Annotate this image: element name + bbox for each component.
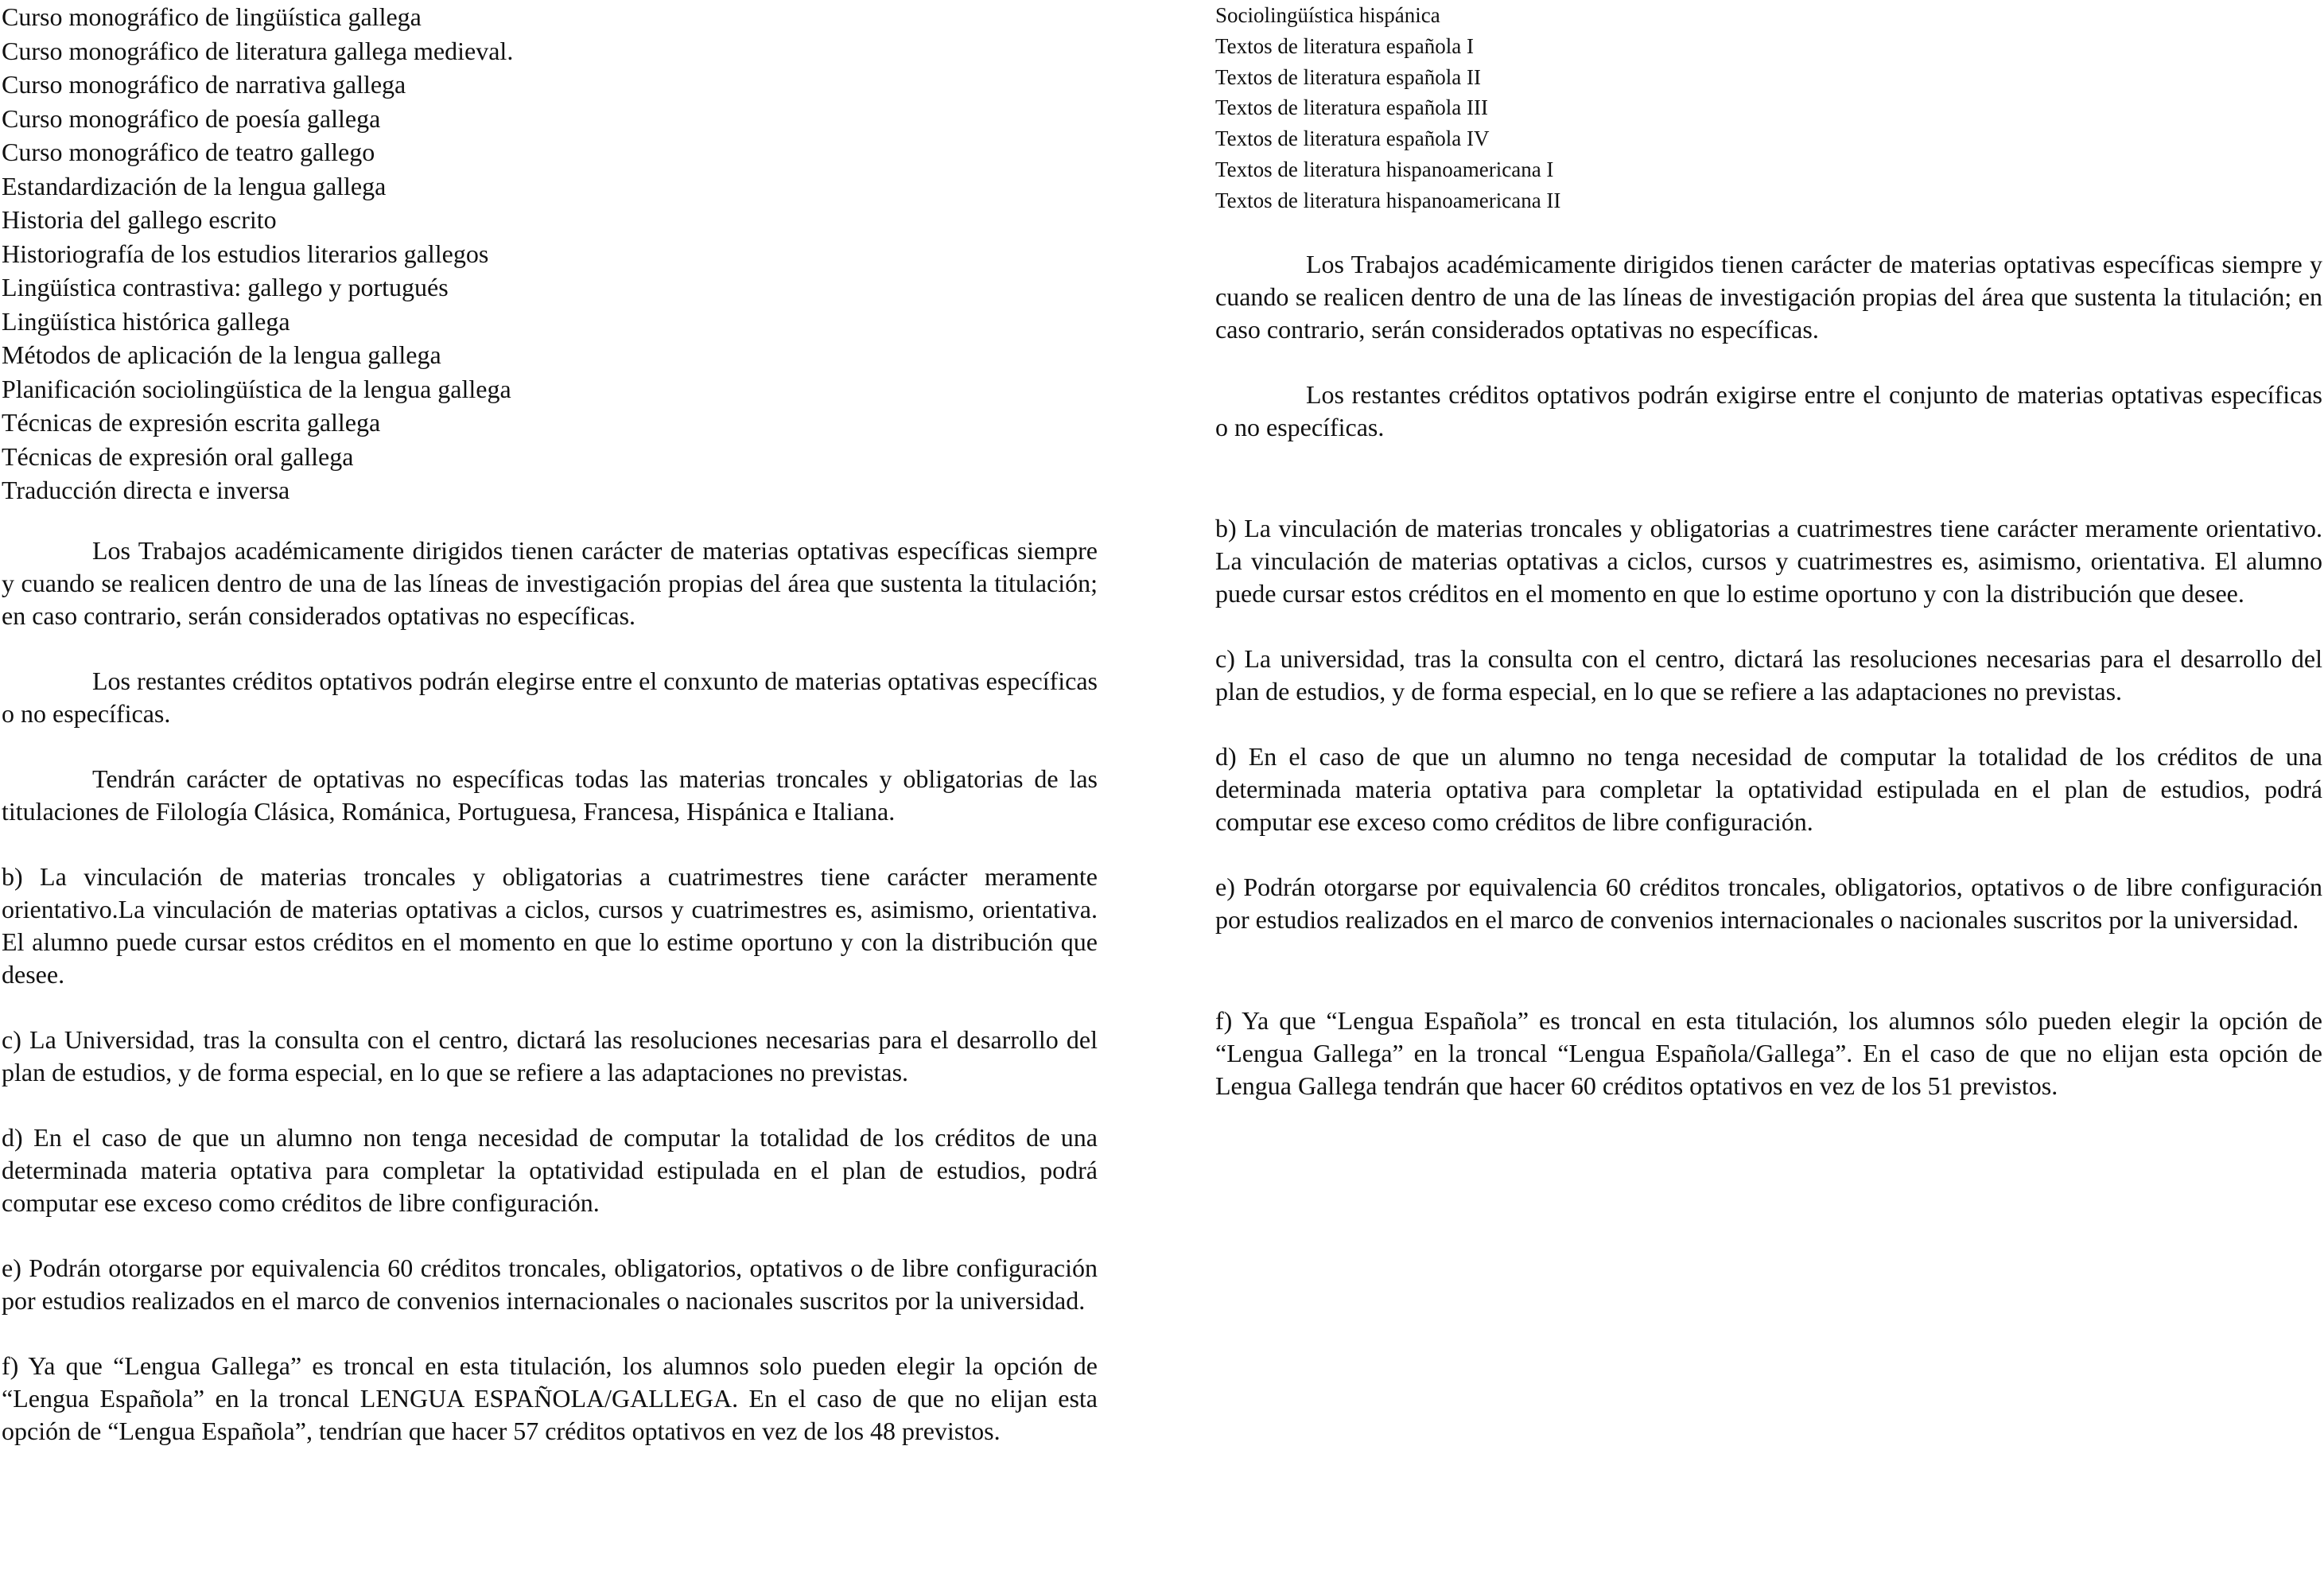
paragraph-trabajos-dirigidos: Los Trabajos académicamente dirigidos tienen carácter de materias optativas específicas siempre y cuando se realicen dentro de una de las líneas de investigación propias del área que sustenta la titulación; en caso contrario, serán considerados optativas no específicas. — [2, 535, 1098, 630]
paragraph-restantes-creditos: Los restantes créditos optativos podrán exigirse entre el conjunto de materias optativas específicas o no específicas. — [1215, 379, 2322, 441]
course-item: Métodos de aplicación de la lengua gallega — [2, 340, 441, 369]
course-item: Lingüística histórica gallega — [2, 306, 290, 336]
course-item: Traducción directa e inversa — [2, 476, 290, 504]
course-item: Curso monográfico de narrativa gallega — [2, 70, 406, 99]
course-item: Textos de literatura española I — [1215, 33, 1474, 58]
course-item: Planificación sociolingüística de la lengua gallega — [2, 374, 511, 403]
course-item: Estandardización de la lengua gallega — [2, 171, 387, 200]
paragraph-c: c) La universidad, tras la consulta con el centro, dictará las resoluciones necesarias para el desarrollo del plan de estudios, y de forma especial, en lo que se refiere a las adaptaciones no previstas. — [1215, 643, 2322, 705]
course-item: Historiografía de los estudios literarios gallegos — [2, 239, 489, 268]
course-item: Textos de literatura hispanoamericana I — [1215, 157, 1554, 181]
course-item: Textos de literatura española IV — [1215, 126, 1490, 151]
course-item: Sociolingüística hispánica — [1215, 3, 1440, 27]
paragraph-b: b) La vinculación de materias troncales y obligatorias a cuatrimestres tiene carácter meramente orientativo.La vinculación de materias optativas a ciclos, cursos y cuatrimestres es, asimismo, orientativa. El alumno puede cursar estos créditos en el momento en que lo estime oportuno y con la distribución que desee. — [2, 861, 1098, 989]
course-item: Curso monográfico de literatura gallega medieval. — [2, 36, 514, 65]
paragraph-d: d) En el caso de que un alumno non tenga necesidad de computar la totalidad de los créditos de una determinada materia optativa para completar la optatividad estipulada en el plan de estudios, podrá computar ese exceso como créditos de libre configuración. — [2, 1122, 1098, 1217]
course-item: Textos de literatura hispanoamericana II — [1215, 188, 1561, 212]
course-item: Historia del gallego escrito — [2, 205, 277, 234]
paragraph-f: f) Ya que “Lengua Gallega” es troncal en esta titulación, los alumnos solo pueden elegir la opción de “Lengua Española” en la troncal LENGUA ESPAÑOLA/GALLEGA. En el caso de que no elijan esta opción de “Lengua Española”, tendrían que hacer 57 créditos optativos en vez de los 48 previstos. — [2, 1351, 1098, 1445]
course-item: Curso monográfico de teatro gallego — [2, 138, 375, 166]
paragraph-f: f) Ya que “Lengua Española” es troncal en esta titulación, los alumnos sólo pueden elegir la opción de “Lengua Gallega” en la troncal “Lengua Española/Gallega”. En el caso de que no elijan esta opción de Lengua Gallega tendrán que hacer 60 créditos optativos en vez de los 51 previstos. — [1215, 1005, 2322, 1100]
paragraph-d: d) En el caso de que un alumno no tenga necesidad de computar la totalidad de los créditos de una determinada materia optativa para completar la optatividad estipulada en el plan de estudios, podrá computar ese exceso como créditos de libre configuración. — [1215, 741, 2322, 836]
paragraph-restantes-creditos: Los restantes créditos optativos podrán elegirse entre el conxunto de materias optativas específicas o no específicas. — [2, 666, 1098, 728]
paragraph-c: c) La Universidad, tras la consulta con el centro, dictará las resoluciones necesarias para el desarrollo del plan de estudios, y de forma especial, en lo que se refiere a las adaptaciones no previstas. — [2, 1024, 1098, 1086]
course-item: Lingüística contrastiva: gallego y portugués — [2, 273, 449, 301]
left-column — [2, 0, 1098, 1448]
paragraph-e: e) Podrán otorgarse por equivalencia 60 créditos troncales, obligatorios, optativos o de libre configuración por estudios realizados en el marco de convenios internacionales o nacionales suscritos por la universidad. — [1215, 872, 2322, 934]
paragraph-trabajos-dirigidos: Los Trabajos académicamente dirigidos tienen carácter de materias optativas específicas siempre y cuando se realicen dentro de una de las líneas de investigación propias del área que sustenta la titulación; en caso contrario, serán considerados optativas no específicas. — [1215, 249, 2322, 344]
course-item: Técnicas de expresión escrita gallega — [2, 408, 381, 437]
course-item: Curso monográfico de lingüística gallega — [2, 2, 422, 31]
paragraph-optativas-no-especificas: Tendrán carácter de optativas no específicas todas las materias troncales y obligatorias de las titulaciones de Filología Clásica, Románica, Portuguesa, Francesa, Hispánica e Italiana. — [2, 764, 1098, 826]
paragraph-b: b) La vinculación de materias troncales y obligatorias a cuatrimestres tiene carácter meramente orientativo. La vinculación de materias optativas a ciclos, cursos y cuatrimestres es, asimismo, orientativa. El alumno puede cursar estos créditos en el momento en que lo estime oportuno y con la distribución que desee. — [1215, 513, 2322, 608]
course-item: Textos de literatura española II — [1215, 64, 1481, 89]
paragraph-e: e) Podrán otorgarse por equivalencia 60 créditos troncales, obligatorios, optativos o de libre configuración por estudios realizados en el marco de convenios internacionales o nacionales suscritos por la universidad. — [2, 1253, 1098, 1315]
right-column — [1215, 0, 2322, 1102]
course-item: Textos de literatura española III — [1215, 95, 1488, 120]
course-item: Curso monográfico de poesía gallega — [2, 103, 381, 133]
course-list-left — [2, 0, 1098, 507]
course-list-right — [1215, 0, 2322, 216]
course-item: Técnicas de expresión oral gallega — [2, 441, 354, 471]
